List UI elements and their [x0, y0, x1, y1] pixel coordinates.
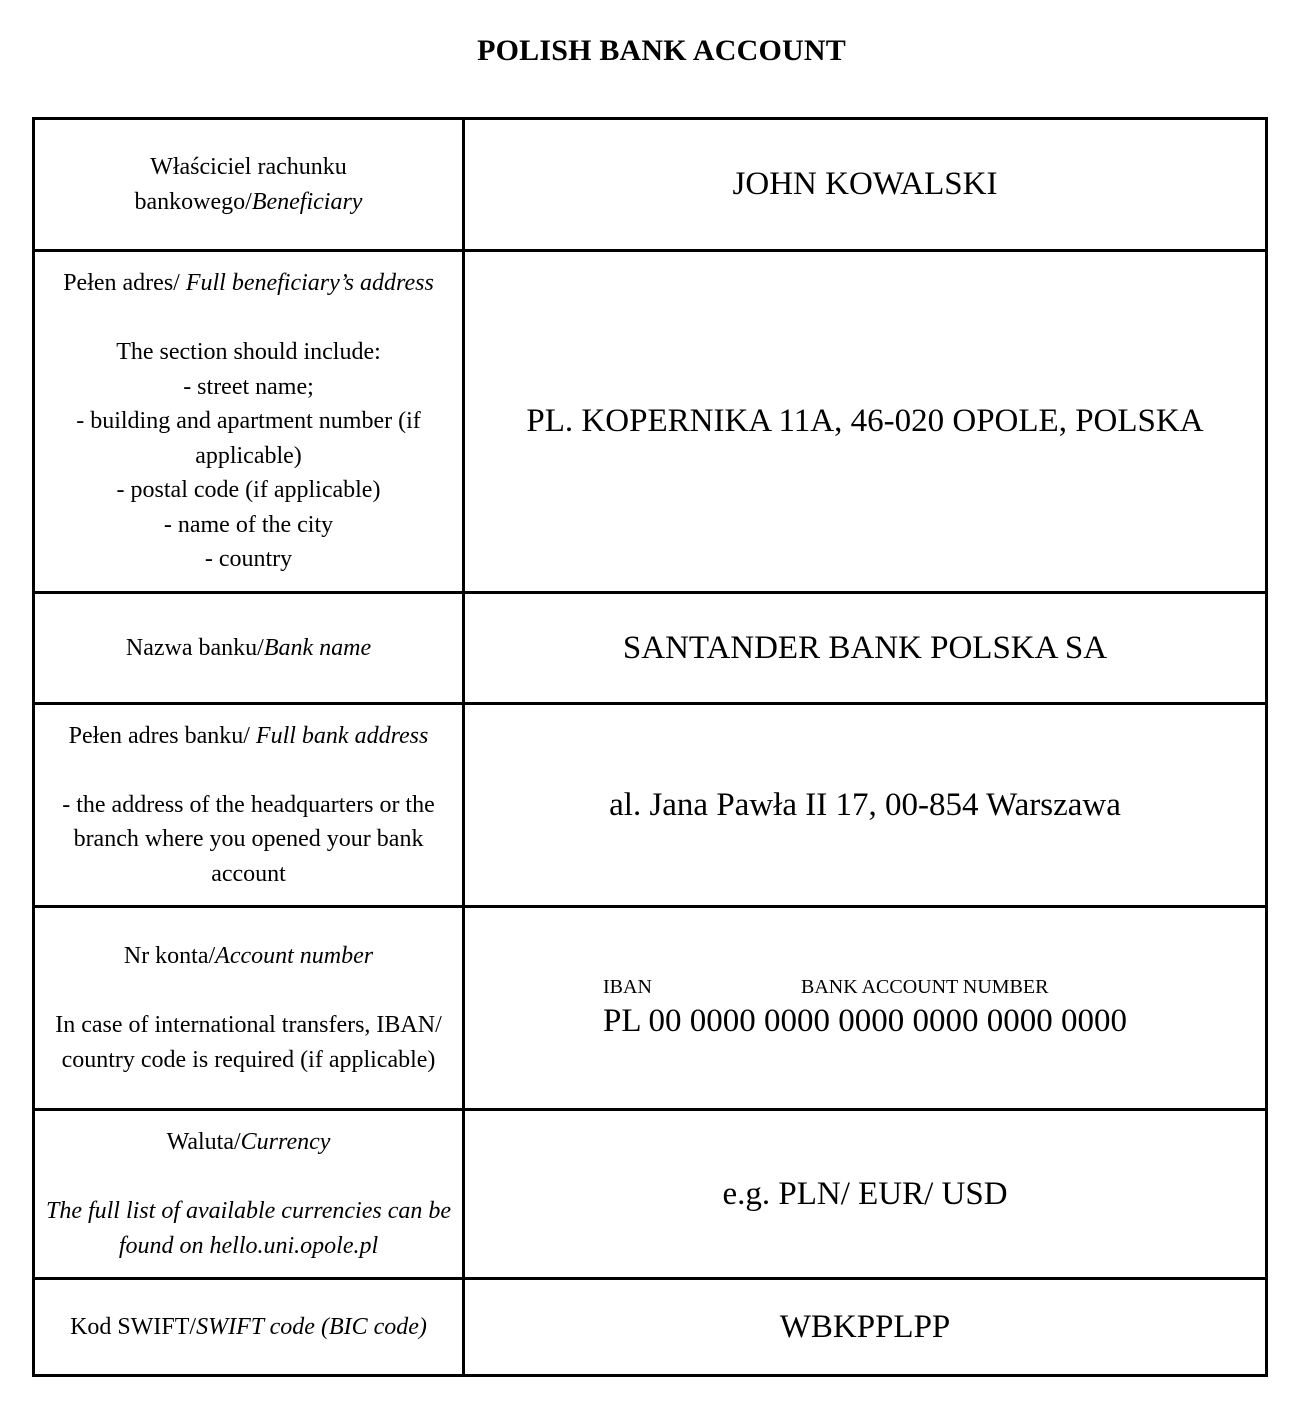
bank-address-label-en: Full bank address [255, 722, 429, 749]
account-number-label-en: Account number [215, 943, 374, 969]
address-value: PL. KOPERNIKA 11A, 46-020 OPOLE, POLSKA [464, 251, 1267, 593]
beneficiary-label-line2 [43, 185, 454, 220]
currency-label-pl: Waluta/ [166, 1129, 241, 1155]
bank-account-number-label: BANK ACCOUNT NUMBER [801, 976, 1049, 998]
beneficiary-label-en: Beneficiary [251, 188, 363, 215]
beneficiary-label [34, 119, 464, 251]
currency-label [34, 1110, 464, 1279]
swift-label-pl: Kod SWIFT/ [70, 1313, 197, 1340]
currency-value: e.g. PLN/ EUR/ USD [464, 1110, 1267, 1279]
bank-address-label-pl: Pełen adres banku/ [68, 722, 256, 749]
iban-labels [473, 976, 1257, 999]
swift-label-en: SWIFT code (BIC code) [196, 1313, 427, 1340]
account-number-row [34, 907, 1267, 1110]
beneficiary-row [34, 119, 1267, 251]
address-label [34, 251, 464, 593]
beneficiary-label-line1: Właściciel rachunku [150, 154, 347, 180]
address-note: The section should include: [116, 339, 381, 366]
iban-label: IBAN [603, 976, 652, 998]
currency-row [34, 1110, 1267, 1279]
bank-name-label-pl: Nazwa banku/ [125, 634, 264, 661]
address-note: - building and apartment number (if applicable) [76, 408, 421, 469]
bank-name-value: SANTANDER BANK POLSKA SA [464, 593, 1267, 704]
bank-address-note: - the address of the headquarters or the branch where you opened your bank account [62, 791, 435, 887]
account-number-label-pl: Nr konta/ [123, 943, 216, 969]
swift-value: WBKPPLPP [464, 1279, 1267, 1376]
address-label-pl: Pełen adres/ [63, 270, 186, 297]
bank-address-value: al. Jana Pawła II 17, 00-854 Warszawa [464, 704, 1267, 907]
address-label-en: Full beneficiary’s address [185, 270, 434, 297]
account-number-value-cell [464, 907, 1267, 1110]
address-label-heading [43, 266, 454, 301]
page-title: POLISH BANK ACCOUNT [477, 34, 846, 67]
currency-label-heading [43, 1125, 454, 1160]
bank-account-table [32, 117, 1268, 1377]
swift-label [34, 1279, 464, 1376]
bank-address-label [34, 704, 464, 907]
beneficiary-value: JOHN KOWALSKI [464, 119, 1267, 251]
bank-address-label-heading [43, 719, 454, 754]
bank-name-row [34, 593, 1267, 704]
address-note: - street name; [183, 373, 314, 400]
address-note: - postal code (if applicable) [116, 477, 381, 504]
account-number-note: In case of international transfers, IBAN/ country code is required (if applicable) [55, 1012, 442, 1073]
address-row [34, 251, 1267, 593]
currency-label-en: Currency [240, 1129, 331, 1155]
currency-note: The full list of available currencies can be found on hello.uni.opole.pl [45, 1198, 452, 1259]
bank-name-label [34, 593, 464, 704]
bank-name-label-en: Bank name [263, 634, 372, 661]
account-number-label [34, 907, 464, 1110]
beneficiary-label-pl: bankowego/ [134, 188, 252, 215]
address-note: - name of the city [163, 511, 334, 538]
swift-row [34, 1279, 1267, 1376]
account-number-label-heading [43, 939, 454, 974]
account-number-value: PL 00 0000 0000 0000 0000 0000 0000 [602, 1003, 1128, 1039]
bank-address-row [34, 704, 1267, 907]
address-note: - country [204, 546, 293, 573]
